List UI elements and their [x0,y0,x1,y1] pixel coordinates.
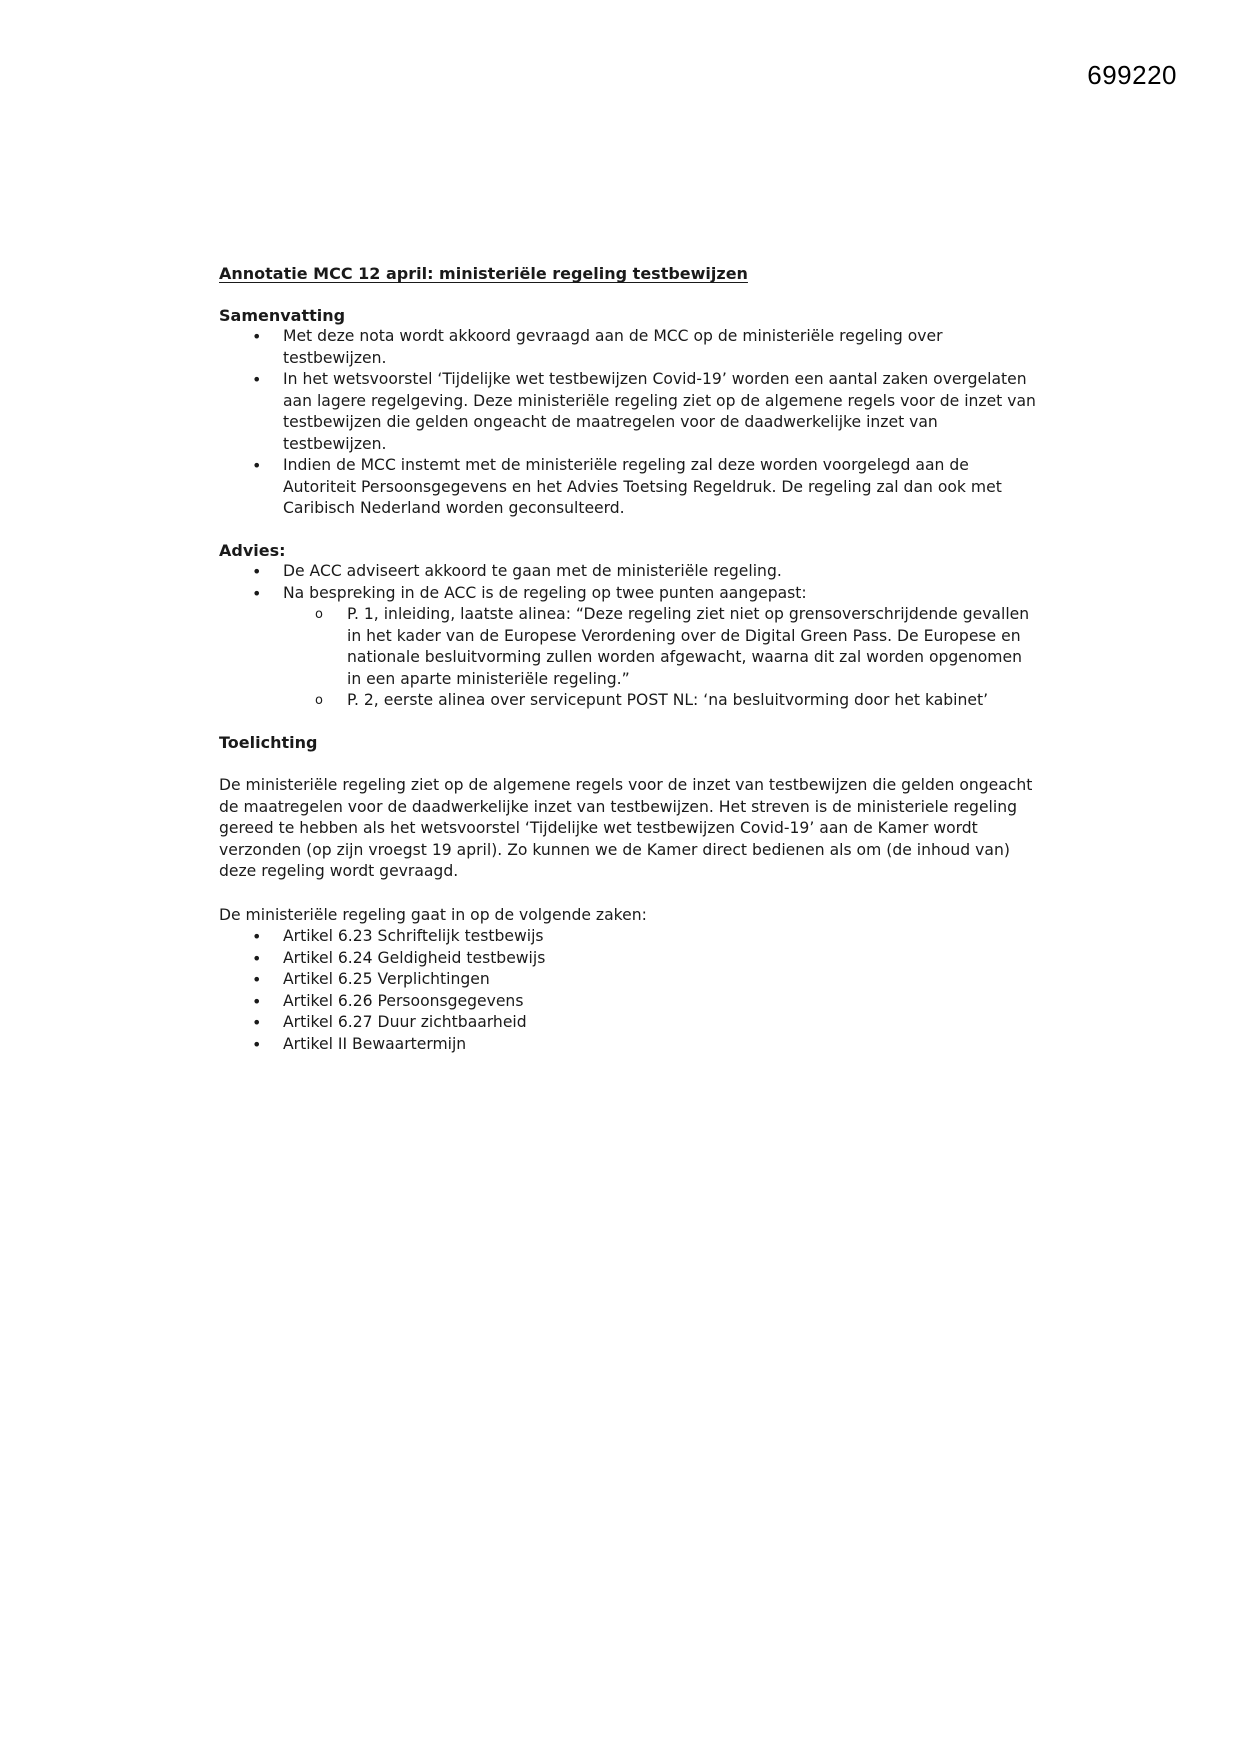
toelichting-list-intro: De ministeriële regeling gaat in op de volgende zaken: [219,905,647,924]
advies-item: • De ACC adviseert akkoord te gaan met de ministeriële regeling. [219,561,1039,583]
toelichting-paragraph: De ministeriële regeling ziet op de algemene regels voor de inzet van testbewijzen die gelden ongeacht de maatregelen voor de daadwerkelijke inzet van testbewijzen. Het streven is de ministeriele regeling gereed te hebben als het wetsvoorstel ‘Tijdelijke wet testbewijzen Covid-19’ aan de Kamer wordt verzonden (op zijn vroegst 19 april). Zo kunnen we de Kamer direct bedienen als om (de inhoud van) deze regeling wordt gevraagd. [219,776,1033,880]
advies-item-text: Na bespreking in de ACC is de regeling op twee punten aangepast: [283,583,807,602]
samenvatting-list [219,326,1039,520]
toelichting-heading: Toelichting [219,732,318,752]
articles-list [219,926,1039,1055]
advies-sublist [283,604,1039,712]
advies-list [219,561,1039,712]
article-item: • Artikel 6.23 Schriftelijk testbewijs [219,926,1039,948]
advies-item [219,583,1039,712]
document-body [219,263,1039,1055]
advies-heading: Advies: [219,540,286,560]
article-item: • Artikel 6.25 Verplichtingen [219,969,1039,991]
document-number: 699220 [1087,60,1177,90]
samenvatting-heading: Samenvatting [219,305,346,325]
article-item: • Artikel 6.24 Geldigheid testbewijs [219,948,1039,970]
document-title: Annotatie MCC 12 april: ministeriële regeling testbewijzen [219,264,748,283]
article-item: • Artikel II Bewaartermijn [219,1034,1039,1056]
samenvatting-item: • In het wetsvoorstel ‘Tijdelijke wet testbewijzen Covid-19’ worden een aantal zaken overgelaten aan lagere regelgeving. Deze ministeriële regeling ziet op de algemene regels voor de inzet van testbewijzen die gelden ongeacht de maatregelen voor de daadwerkelijke inzet van testbewijzen. [219,369,1039,455]
advies-subitem: o P. 1, inleiding, laatste alinea: “Deze regeling ziet niet op grensoverschrijdende gevallen in het kader van de Europese Verordening over de Digital Green Pass. De Europese en nationale besluitvorming zullen worden afgewacht, waarna dit zal worden opgenomen in een aparte ministeriële regeling.” [283,604,1039,690]
article-item: • Artikel 6.26 Persoonsgegevens [219,991,1039,1013]
article-item: • Artikel 6.27 Duur zichtbaarheid [219,1012,1039,1034]
samenvatting-item: • Met deze nota wordt akkoord gevraagd aan de MCC op de ministeriële regeling over testbewijzen. [219,326,1039,369]
samenvatting-item: • Indien de MCC instemt met de ministeriële regeling zal deze worden voorgelegd aan de Autoriteit Persoonsgegevens en het Advies Toetsing Regeldruk. De regeling zal dan ook met Caribisch Nederland worden geconsulteerd. [219,455,1039,520]
advies-subitem: o P. 2, eerste alinea over servicepunt POST NL: ‘na besluitvorming door het kabinet’ [283,690,1039,712]
